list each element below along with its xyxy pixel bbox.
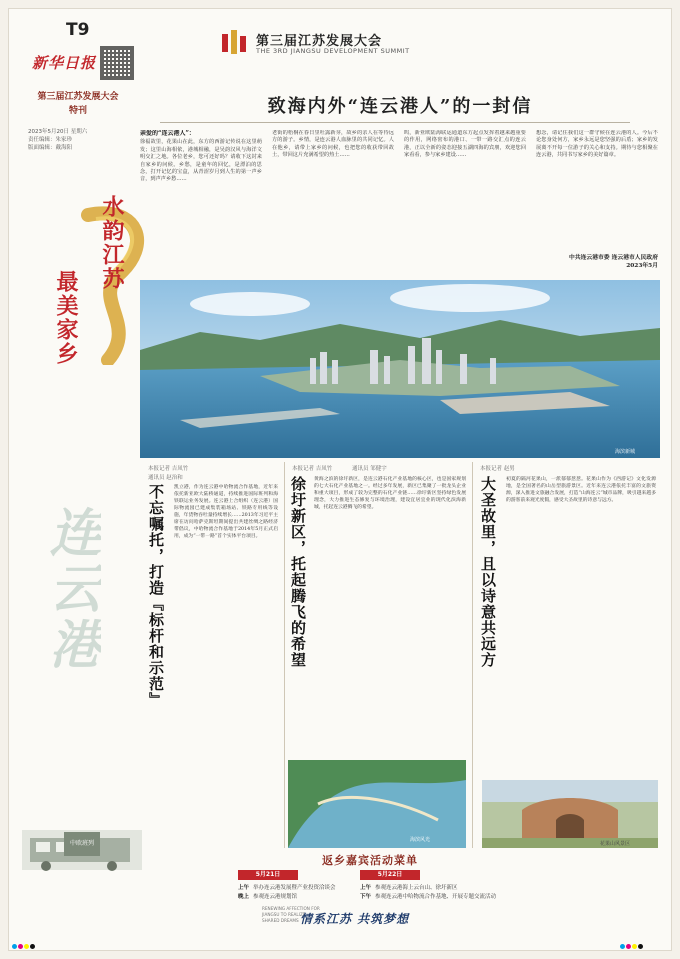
schedule-period: 上午 [360, 885, 372, 891]
letter-column-3 [404, 130, 526, 278]
article-1-title: 不忘嘱托，打造『标杆和示范』 [147, 484, 165, 708]
summit-title: 第三届江苏发展大会 [256, 34, 383, 49]
registration-marks-right [620, 944, 644, 950]
article-3-body: 初夏的隔河花果山，一派郁郁葱葱。花果山作为《西游记》文化发源地，是全国著名的山岳型旅游景区。近年来连云港依托丰富的文旅资源，深入推进文旅融合发展，打造“山海连云”城市品牌，吸引越来越多的游客前来观光度假，感受大圣故里的诗意与远方。 [506, 477, 656, 503]
qr-code-icon [100, 46, 134, 80]
article-3-title: 大圣故里，且以诗意共远方 [479, 476, 497, 668]
schedule-day-2: 5月22日 [360, 870, 420, 880]
schedule-day-1: 5月21日 [238, 870, 298, 880]
issue-date: 2023年5月20日 星期六 [28, 129, 88, 135]
schedule-period: 晚上 [238, 894, 250, 900]
train-badge: 中欧班列 [64, 832, 100, 856]
city-calligraphy: 连云港 [40, 505, 101, 673]
article-1-correspondent: 通讯员 赵治和 [148, 475, 183, 481]
column-divider [472, 462, 473, 848]
page-number: T9 [66, 20, 90, 40]
summit-logo-icon [220, 28, 250, 58]
article-1-reporter: 本报记者 吉凤竹 [148, 466, 189, 472]
letter-column-1 [140, 130, 262, 278]
footer-slogan-en: RENEWING AFFECTION FOR JIANGSU TO REALIZE SHARED DREAMS [262, 906, 320, 923]
headline-rule [160, 122, 630, 123]
special-issue-tag: 特刊 [68, 106, 87, 116]
schedule-row [360, 893, 496, 901]
schedule-period: 上午 [238, 885, 250, 891]
page-headline: 致海内外“连云港人”的一封信 [267, 96, 533, 117]
schedule-row [238, 893, 297, 901]
article-2-reporter: 本报记者 吉凤竹 [292, 466, 333, 472]
special-issue-name: 第三届江苏发展大会 [37, 92, 119, 102]
park-photo [482, 780, 658, 848]
bay-photo [288, 760, 466, 848]
special-issue-label [28, 90, 128, 118]
schedule-title: 返乡嘉宾活动菜单 [322, 854, 418, 867]
schedule-text: 举办连云港发展暨产业投资洽谈会 [253, 885, 336, 891]
footer-slogan: 情系江苏 共筑梦想 [300, 912, 410, 926]
schedule-row [360, 884, 458, 892]
letter-text-3: 呜，新亚欧陆海联运通道东方起点发挥着越来越重要的作用，网络密布的港口、一带一路交汇点的连云港，正以全新的姿态迎接五湖四海的宾朋，欢迎您回家看看，参与家乡建设…… [404, 130, 526, 159]
article-2-title: 徐圩新区，托起腾飞的希望 [289, 476, 307, 668]
letter-column-2 [272, 130, 394, 278]
park-photo-caption: 花果山风景区 [600, 841, 631, 847]
editor-credit: 责任编辑：朱家珍 [28, 137, 73, 143]
letter-signature [540, 254, 658, 270]
schedule-row [238, 884, 336, 892]
panorama-caption: 海滨新城 [615, 449, 636, 455]
registration-marks-left [12, 944, 36, 950]
summit-title-en: THE 3RD JIANGSU DEVELOPMENT SUMMIT [256, 47, 410, 55]
letter-text-4: 想念，请记住我们这一群守候在连云港的人。今后不论您身处何方，家乡永远是您坚强的后盾；家乡的发展离不开每一位游子的关心和支持。期待与您相聚在连云港，共同书写家乡的美好篇章。 [536, 130, 658, 159]
issue-meta [28, 128, 128, 152]
article-1-body: 凯立港，作为连云港中哈物流合作基地，近年来依托新亚欧大陆桥通道，持续推进国际班列和海铁联运业务发展。连云港上合组织（连云港）国际物流园已建成集装箱场站、铁路专用线等设施，年货物吞吐量持续增长……2013年习近平主席在访问哈萨克斯坦期间提出共建丝绸之路经济带倡议，中哈物流合作基地于2014年5月正式启用，成为“一带一路”首个实体平台项目。 [174, 485, 278, 539]
city-panorama-photo [140, 280, 660, 458]
signer: 中共连云港市委 连云港市人民政府 [569, 255, 658, 261]
letter-text-1: 徐福故里，花果山在此，东方的西游记传说在这里萌发；这里山海相依，港城相融，是吴韵汉风与海洋文明交汇之地。各位老乡，您可还好吗？请收下这封来自家乡的问候。乡愁，是童年的回忆，是漂泊的思念，打开记忆的宝盒，从青涩岁月到人生的第一声乡音，到声声乡愁…… [140, 139, 262, 183]
letter-salutation: 亲爱的“连云港人”： [140, 130, 195, 137]
article-2-correspondent: 通讯员 邹健宇 [352, 466, 387, 472]
schedule-period: 下午 [360, 894, 372, 900]
schedule-text: 参观连云港海上云台山、徐圩新区 [375, 885, 458, 891]
bay-photo-caption: 海滨风光 [410, 837, 431, 843]
article-3-reporter: 本报记者 赵男 [480, 466, 515, 472]
theme-title-2: 最美家乡 [53, 270, 79, 366]
summit-banner [220, 28, 520, 68]
article-2-body: 黄海之滨的徐圩新区，是连云港石化产业基地的核心区，也是国家规划的七大石化产业基地之一。经过多年发展，新区已集聚了一批龙头企业和重大项目，形成了较为完整的石化产业链……徐圩新区坚持绿色发展理念，大力推进生态修复与环境治理，建设宜居宜业的现代化滨海新城，托起连云港腾飞的希望。 [314, 477, 466, 510]
column-divider [284, 462, 285, 848]
schedule-text: 参观连云港规划馆 [253, 894, 298, 900]
schedule-text: 参观连云港中哈物流合作基地、开展专题交流活动 [375, 894, 497, 900]
paper-logo: 新华日报 [32, 54, 97, 72]
letter-column-4 [536, 130, 658, 250]
designer-credit: 版面编辑：戴海阳 [28, 145, 73, 151]
theme-title-1: 水韵江苏 [99, 195, 125, 291]
sign-date: 2023年5月 [626, 263, 658, 269]
letter-text-2: 老街的梧桐在春日里吐露新芽，故乡的亲人在等待远方的游子。乡情，是连云港人血脉里的共同记忆。人在他乡，请带上家乡的问候，也把您的收获带回故土，带回这片充满希望的热土…… [272, 130, 394, 159]
